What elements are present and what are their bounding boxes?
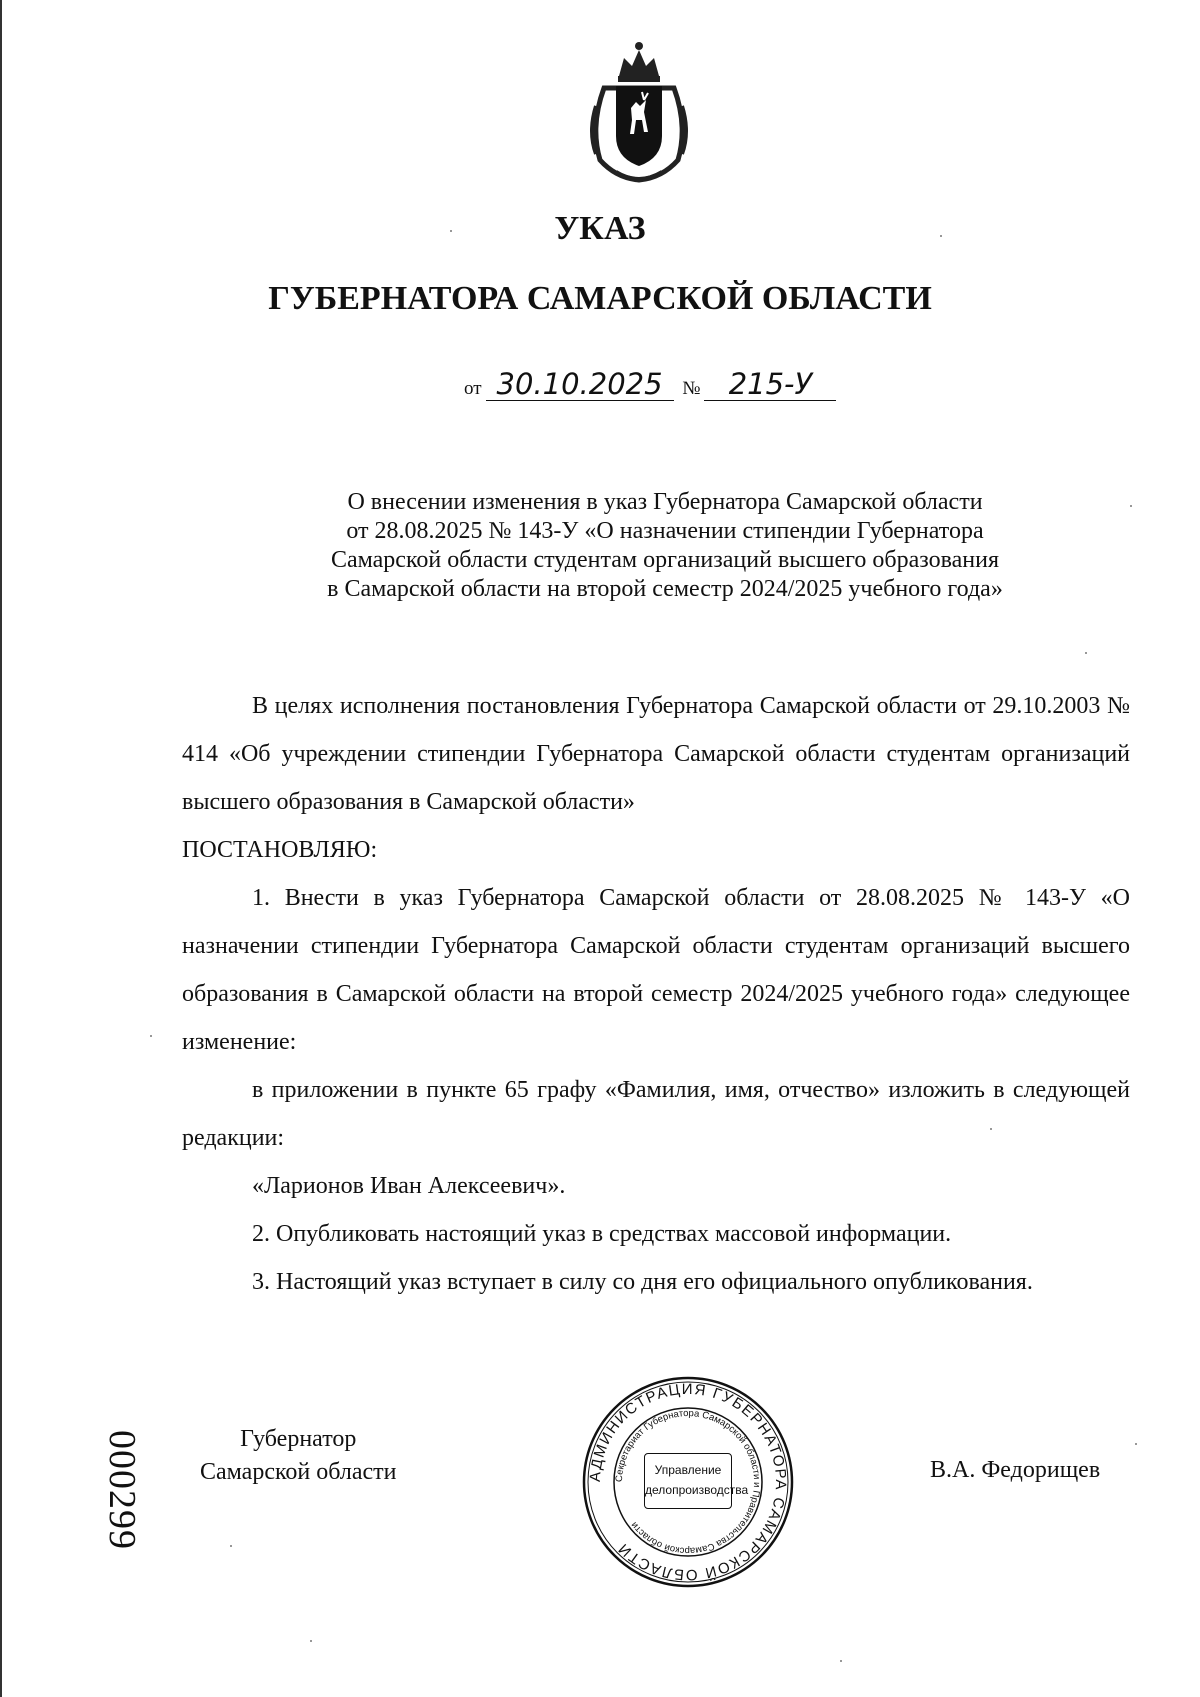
scan-speck [1135, 1443, 1137, 1445]
scan-speck [310, 1640, 312, 1642]
decree-date: 30.10.2025 [486, 368, 674, 401]
seal-outer-text: АДМИНИСТРАЦИЯ ГУБЕРНАТОРА САМАРСКОЙ ОБЛАСТИ [586, 1380, 790, 1584]
seal-inner-text: Секретариат Губернатора Самарской области и Правительства Самарской области [613, 1407, 763, 1557]
position-line: Губернатор [240, 1426, 357, 1452]
signatory-position [200, 1423, 397, 1489]
signatory-name: В.А. Федорищев [930, 1457, 1101, 1483]
number-prefix: № [682, 378, 701, 399]
preamble-paragraph: В целях исполнения постановления Губернатора Самарской области от 29.10.2003 № 414 «Об учреждении стипендии Губернатора Самарской области студентам организаций высшего образования в Самарской области» [182, 693, 1130, 815]
scan-speck [1130, 505, 1132, 507]
scan-speck [450, 230, 452, 232]
issuer-title: ГУБЕРНАТОРА САМАРСКОЙ ОБЛАСТИ [268, 280, 932, 317]
item-1-paragraph: 1. Внести в указ Губернатора Самарской области от 28.08.2025 № 143-У «О назначении стипендии Губернатора Самарской области студентам организаций высшего образования в Самарской области на второй семестр 2024/2025 учебного года» следующее изменение: [182, 885, 1130, 1055]
decree-number: 215-У [704, 368, 836, 401]
date-prefix: от [464, 378, 482, 399]
official-seal [578, 1372, 798, 1592]
registration-number-text: 000299 [101, 1430, 143, 1550]
scan-speck [840, 1660, 842, 1662]
decree-body [182, 682, 1130, 1306]
scan-speck [150, 1035, 152, 1037]
item-3-paragraph: 3. Настоящий указ вступает в силу со дня его официального опубликования. [252, 1269, 1033, 1295]
scan-edge [0, 0, 2, 1697]
position-line: Самарской области [200, 1459, 397, 1485]
scan-speck [1085, 652, 1087, 654]
subject-line: от 28.08.2025 № 143-У «О назначении стипендии Губернатора [346, 518, 984, 544]
date-number-line [460, 368, 836, 401]
subject-line: О внесении изменения в указ Губернатора Самарской области [347, 489, 983, 515]
scan-speck [940, 235, 942, 237]
item-1-new-name: «Ларионов Иван Алексеевич». [252, 1173, 566, 1199]
item-2-paragraph: 2. Опубликовать настоящий указ в средствах массовой информации. [252, 1221, 952, 1247]
resolve-word: ПОСТАНОВЛЯЮ: [182, 837, 378, 863]
subject-line: в Самарской области на второй семестр 2024/2025 учебного года» [327, 576, 1003, 602]
coat-of-arms-emblem [586, 36, 692, 186]
document-type-title: УКАЗ [554, 210, 646, 247]
scan-speck [230, 1545, 232, 1547]
seal-center-line: делопроизводства [645, 1483, 749, 1497]
seal-center [644, 1453, 749, 1509]
subject-line: Самарской области студентам организаций высшего образования [330, 547, 1000, 573]
decree-subject [250, 488, 1080, 604]
scan-speck [990, 1128, 992, 1130]
seal-center-line: Управление [654, 1463, 722, 1477]
item-1-detail: в приложении в пункте 65 графу «Фамилия, имя, отчество» изложить в следующей редакции: [182, 1077, 1130, 1151]
